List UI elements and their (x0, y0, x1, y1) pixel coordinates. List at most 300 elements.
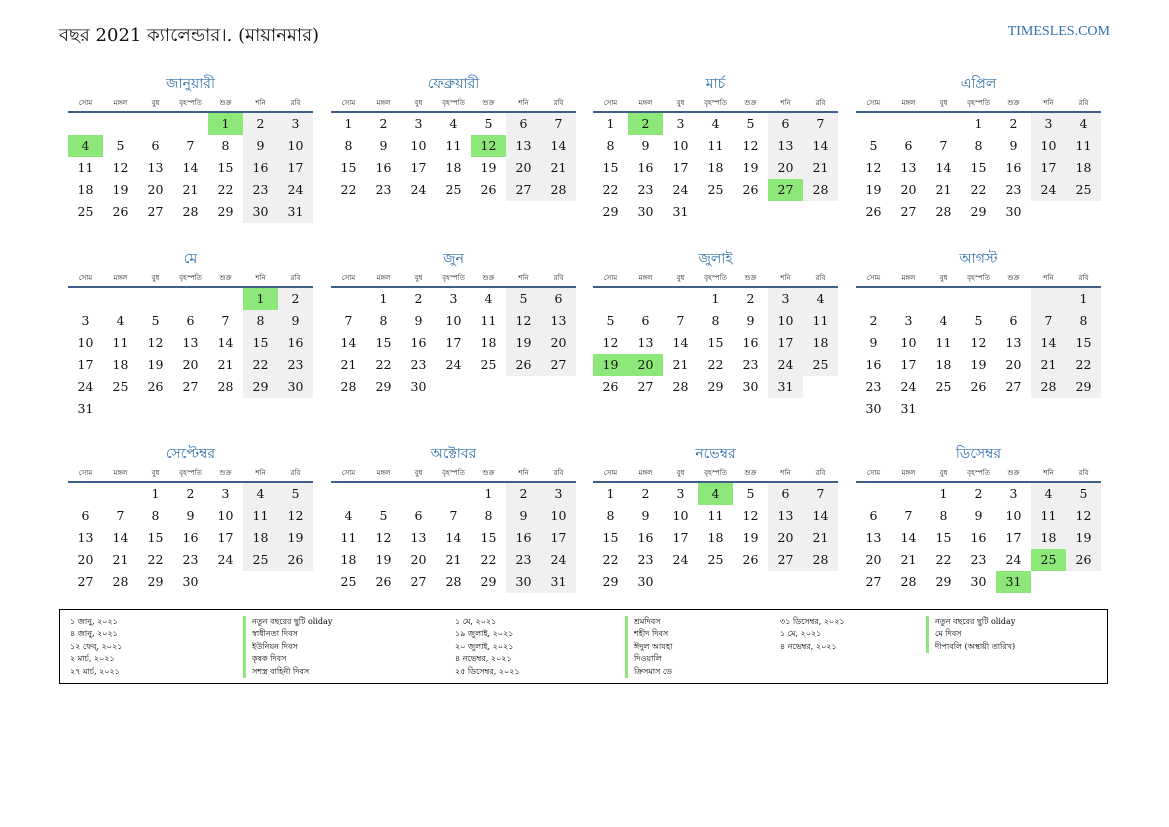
day-cell: 25 (707, 552, 724, 567)
empty-day-cell (663, 288, 698, 310)
day-grid (856, 483, 1101, 593)
day-cell: 13 (768, 135, 803, 157)
empty-day-cell (68, 483, 103, 505)
day-cell: 11 (707, 508, 724, 523)
day-cell: 13 (768, 505, 803, 527)
day-cell: 26 (865, 204, 882, 219)
day-cell: 8 (484, 508, 493, 523)
empty-day-cell (856, 113, 891, 135)
day-cell: 9 (746, 313, 755, 328)
day-cell: 14 (803, 505, 838, 527)
day-cell: 6 (768, 113, 803, 135)
day-cell: 12 (278, 505, 313, 527)
day-cell: 14 (672, 335, 689, 350)
empty-day-cell (103, 288, 138, 310)
day-cell: 29 (970, 204, 987, 219)
weekday-label: বুধ (151, 99, 160, 107)
day-cell: 2 (1009, 116, 1018, 131)
day-cell: 19 (970, 357, 987, 372)
day-cell: 1 (606, 486, 615, 501)
weekday-label: রবি (815, 469, 826, 477)
day-cell: 6 (506, 113, 541, 135)
day-cell: 1 (151, 486, 160, 501)
legend-entry: ১ মে, ২০২১ (780, 629, 822, 639)
day-cell: 5 (1066, 483, 1101, 505)
day-cell: 1 (379, 291, 388, 306)
day-cell: 24 (410, 182, 427, 197)
day-cell: 29 (935, 574, 952, 589)
day-cell: 14 (900, 530, 917, 545)
weekday-label: শনি (1043, 469, 1054, 477)
day-grid (856, 113, 1101, 223)
day-cell: 27 (1005, 379, 1022, 394)
weekday-label: শনি (518, 274, 529, 282)
day-cell: 8 (379, 313, 388, 328)
day-cell: 28 (900, 574, 917, 589)
day-cell: 25 (340, 574, 357, 589)
day-grid (68, 288, 313, 420)
day-cell: 4 (243, 483, 278, 505)
legend-entry: দীপাবলি (অস্থায়ী তারিখ) (926, 641, 1015, 653)
day-cell: 2 (414, 291, 423, 306)
day-cell: 28 (217, 379, 234, 394)
day-cell: 5 (278, 483, 313, 505)
day-cell: 18 (340, 552, 357, 567)
day-cell: 2 (186, 486, 195, 501)
day-cell: 14 (1031, 332, 1066, 354)
day-cell: 22 (243, 354, 278, 376)
day-cell: 27 (77, 574, 94, 589)
weekday-label: রবি (553, 274, 564, 282)
day-cell: 20 (506, 157, 541, 179)
legend-entry: শহীদ দিবস (625, 628, 672, 640)
day-cell: 9 (974, 508, 983, 523)
weekday-label: মঙ্গল (113, 469, 128, 477)
day-cell: 7 (344, 313, 353, 328)
day-cell: 7 (221, 313, 230, 328)
legend-entry: ৪ নভেম্বর, ২০২১ (780, 641, 837, 651)
month-calendar (593, 248, 838, 398)
empty-day-cell (366, 483, 401, 505)
weekday-label: রবি (290, 99, 301, 107)
day-grid (331, 113, 576, 201)
weekday-label: বুধ (414, 99, 423, 107)
weekday-label: মঙ্গল (376, 274, 391, 282)
day-grid (68, 483, 313, 593)
site-link[interactable]: TIMESLES.COM (1007, 24, 1110, 39)
day-cell: 25 (935, 379, 952, 394)
weekday-label: শুক্র (219, 99, 232, 107)
day-cell: 5 (974, 313, 983, 328)
weekday-header (593, 95, 838, 113)
weekday-label: শনি (255, 99, 266, 107)
day-cell: 12 (506, 310, 541, 332)
legend-entry: ঈদুল আযহা (625, 641, 672, 653)
day-cell: 20 (900, 182, 917, 197)
day-cell: 20 (541, 332, 576, 354)
weekday-header (593, 270, 838, 288)
weekday-label: সোম (866, 274, 881, 282)
day-cell: 1 (939, 486, 948, 501)
day-cell: 16 (637, 160, 654, 175)
weekday-label: শুক্র (1007, 274, 1020, 282)
weekday-label: বুধ (676, 274, 685, 282)
day-cell: 25 (77, 204, 94, 219)
empty-day-cell (891, 288, 926, 310)
day-cell: 25 (243, 549, 278, 571)
day-cell: 31 (672, 204, 689, 219)
day-cell: 18 (243, 527, 278, 549)
day-cell: 16 (243, 157, 278, 179)
empty-day-cell (593, 288, 628, 310)
weekday-label: রবি (290, 469, 301, 477)
day-cell: 11 (112, 335, 129, 350)
month-calendar (68, 443, 313, 593)
empty-day-cell (208, 288, 243, 310)
day-cell: 20 (865, 552, 882, 567)
weekday-label: রবি (815, 99, 826, 107)
month-title: জুলাই (698, 251, 733, 267)
day-cell: 30 (278, 376, 313, 398)
day-cell: 4 (116, 313, 125, 328)
month-calendar (331, 248, 576, 398)
day-cell: 11 (445, 138, 462, 153)
legend-entry: ৩১ ডিসেম্বর, ২০২১ (780, 617, 845, 626)
empty-day-cell (698, 201, 733, 223)
day-cell: 11 (803, 310, 838, 332)
weekday-label: রবি (290, 274, 301, 282)
day-cell: 6 (869, 508, 878, 523)
day-cell: 7 (541, 113, 576, 135)
day-cell: 30 (506, 571, 541, 593)
empty-day-cell (891, 483, 926, 505)
day-cell: 22 (970, 182, 987, 197)
weekday-header (856, 270, 1101, 288)
day-cell: 23 (506, 549, 541, 571)
day-cell: 10 (672, 138, 689, 153)
day-cell: 18 (480, 335, 497, 350)
day-cell: 19 (112, 182, 129, 197)
empty-day-cell (103, 483, 138, 505)
empty-day-cell (173, 288, 208, 310)
day-cell: 12 (1066, 505, 1101, 527)
day-cell: 30 (865, 401, 882, 416)
weekday-label: বৃহস্পতি (704, 99, 727, 107)
day-cell: 18 (1031, 527, 1066, 549)
day-cell: 1 (974, 116, 983, 131)
legend-entry: ১ মে, ২০২১ (455, 617, 497, 626)
day-cell: 15 (602, 530, 619, 545)
empty-day-cell (471, 376, 506, 398)
empty-day-cell (733, 201, 768, 223)
empty-day-cell (1031, 398, 1066, 420)
day-cell: 12 (602, 335, 619, 350)
day-cell: 5 (869, 138, 878, 153)
day-cell: 13 (182, 335, 199, 350)
weekday-label: বৃহস্পতি (442, 274, 465, 282)
day-cell: 9 (506, 505, 541, 527)
day-cell: 18 (77, 182, 94, 197)
legend-dates-col-2 (455, 616, 520, 678)
day-cell: 16 (742, 335, 759, 350)
month-title: আগস্ট (959, 251, 998, 267)
day-cell: 10 (900, 335, 917, 350)
day-cell: 12 (970, 335, 987, 350)
day-cell: 2 (506, 483, 541, 505)
day-cell: 10 (768, 310, 803, 332)
weekday-label: শুক্র (482, 469, 495, 477)
legend-names-col-2 (625, 616, 672, 678)
day-cell: 14 (935, 160, 952, 175)
day-cell: 1 (1066, 288, 1101, 310)
weekday-label: সোম (78, 274, 93, 282)
day-cell: 27 (865, 574, 882, 589)
day-cell: 3 (768, 288, 803, 310)
weekday-label: বুধ (939, 99, 948, 107)
weekday-label: বৃহস্পতি (967, 99, 990, 107)
day-cell: 8 (1066, 310, 1101, 332)
empty-day-cell (1066, 201, 1101, 223)
month-calendar (331, 443, 576, 593)
day-cell: 13 (147, 160, 164, 175)
day-cell: 8 (606, 138, 615, 153)
legend-entry: ২০ জুলাই, ২০২১ (455, 641, 514, 651)
empty-day-cell (173, 113, 208, 135)
weekday-label: শনি (518, 469, 529, 477)
weekday-label: বুধ (414, 469, 423, 477)
weekday-label: বুধ (414, 274, 423, 282)
day-cell: 7 (449, 508, 458, 523)
day-cell: 16 (1005, 160, 1022, 175)
weekday-label: শুক্র (482, 274, 495, 282)
day-cell: 2 (243, 113, 278, 135)
day-cell: 17 (672, 530, 689, 545)
day-cell: 24 (217, 552, 234, 567)
day-cell: 22 (217, 182, 234, 197)
day-cell: 20 (628, 354, 663, 376)
empty-day-cell (208, 398, 243, 420)
legend-entry: ২৫ ডিসেম্বর, ২০২১ (455, 666, 520, 676)
weekday-header (331, 465, 576, 483)
day-cell: 25 (445, 182, 462, 197)
day-cell: 24 (672, 182, 689, 197)
day-cell: 7 (1031, 310, 1066, 332)
weekday-label: বুধ (939, 274, 948, 282)
day-cell: 28 (541, 179, 576, 201)
day-cell: 22 (340, 182, 357, 197)
day-cell: 16 (182, 530, 199, 545)
empty-day-cell (138, 398, 173, 420)
day-cell: 9 (278, 310, 313, 332)
day-cell: 8 (711, 313, 720, 328)
empty-day-cell (278, 571, 313, 593)
day-cell: 4 (1031, 483, 1066, 505)
day-cell: 13 (1005, 335, 1022, 350)
day-cell: 5 (746, 486, 755, 501)
weekday-header (856, 95, 1101, 113)
month-title: মার্চ (705, 76, 726, 92)
day-cell: 8 (939, 508, 948, 523)
day-cell: 20 (410, 552, 427, 567)
day-cell: 16 (506, 527, 541, 549)
day-cell: 4 (803, 288, 838, 310)
day-cell: 27 (900, 204, 917, 219)
day-cell: 12 (742, 508, 759, 523)
day-cell: 15 (217, 160, 234, 175)
day-cell: 28 (182, 204, 199, 219)
day-cell: 19 (865, 182, 882, 197)
day-cell: 22 (480, 552, 497, 567)
day-cell: 22 (602, 182, 619, 197)
weekday-label: শুক্র (744, 99, 757, 107)
day-cell: 9 (379, 138, 388, 153)
weekday-label: বৃহস্পতি (704, 469, 727, 477)
day-cell: 8 (974, 138, 983, 153)
day-cell: 25 (803, 354, 838, 376)
empty-day-cell (663, 571, 698, 593)
weekday-label: রবি (815, 274, 826, 282)
legend-entry: ৪ জানু, ২০২১ (70, 629, 118, 639)
day-cell: 8 (151, 508, 160, 523)
day-cell: 20 (768, 157, 803, 179)
day-cell: 30 (410, 379, 427, 394)
day-cell: 17 (410, 160, 427, 175)
empty-day-cell (961, 398, 996, 420)
day-cell: 25 (1066, 179, 1101, 201)
day-cell: 16 (637, 530, 654, 545)
day-cell: 17 (1031, 157, 1066, 179)
weekday-label: সোম (341, 99, 356, 107)
day-cell: 21 (445, 552, 462, 567)
day-cell: 3 (904, 313, 913, 328)
day-cell: 21 (803, 157, 838, 179)
day-cell: 15 (340, 160, 357, 175)
day-cell: 3 (1009, 486, 1018, 501)
day-cell: 6 (151, 138, 160, 153)
weekday-header (331, 270, 576, 288)
day-cell: 28 (935, 204, 952, 219)
day-cell: 12 (375, 530, 392, 545)
weekday-label: শুক্র (744, 469, 757, 477)
legend-entry: ১২ ফেব্, ২০২১ (70, 641, 123, 651)
weekday-label: রবি (1078, 274, 1089, 282)
day-cell: 15 (147, 530, 164, 545)
day-cell: 6 (641, 313, 650, 328)
day-cell: 10 (77, 335, 94, 350)
month-calendar (856, 73, 1101, 223)
day-cell: 17 (768, 332, 803, 354)
month-title: এপ্রিল (960, 76, 997, 92)
weekday-header (593, 465, 838, 483)
day-cell: 21 (803, 527, 838, 549)
day-cell: 19 (147, 357, 164, 372)
day-cell: 13 (410, 530, 427, 545)
weekday-label: শুক্র (744, 274, 757, 282)
day-cell: 23 (865, 379, 882, 394)
day-cell: 19 (742, 160, 759, 175)
day-cell: 27 (768, 179, 803, 201)
day-cell: 15 (375, 335, 392, 350)
day-cell: 14 (803, 135, 838, 157)
day-cell: 9 (641, 138, 650, 153)
month-title: ফেব্রুয়ারী (427, 76, 480, 92)
day-cell: 20 (77, 552, 94, 567)
empty-day-cell (173, 398, 208, 420)
day-grid (593, 113, 838, 223)
day-cell: 28 (672, 379, 689, 394)
day-cell: 16 (970, 530, 987, 545)
month-title: মে (183, 251, 198, 267)
day-cell: 21 (935, 182, 952, 197)
day-cell: 4 (484, 291, 493, 306)
day-cell: 1 (484, 486, 493, 501)
empty-day-cell (243, 571, 278, 593)
day-cell: 23 (243, 179, 278, 201)
day-cell: 4 (711, 116, 720, 131)
day-cell: 27 (410, 574, 427, 589)
empty-day-cell (541, 376, 576, 398)
weekday-header (856, 465, 1101, 483)
day-cell: 31 (541, 571, 576, 593)
day-cell: 11 (243, 505, 278, 527)
day-cell: 17 (217, 530, 234, 545)
day-cell: 21 (340, 357, 357, 372)
day-cell: 30 (182, 574, 199, 589)
day-cell: 1 (344, 116, 353, 131)
weekday-label: শুক্র (1007, 99, 1020, 107)
day-cell: 27 (182, 379, 199, 394)
day-cell: 29 (480, 574, 497, 589)
empty-day-cell (1066, 398, 1101, 420)
day-cell: 26 (742, 552, 759, 567)
month-title: জানুয়ারী (166, 76, 215, 92)
weekday-label: সোম (78, 99, 93, 107)
empty-day-cell (138, 113, 173, 135)
day-cell: 17 (278, 157, 313, 179)
day-cell: 24 (1005, 552, 1022, 567)
empty-day-cell (628, 288, 663, 310)
month-title: নভেম্বর (695, 446, 736, 462)
weekday-label: বৃহস্পতি (442, 469, 465, 477)
day-cell: 31 (900, 401, 917, 416)
day-cell: 19 (506, 332, 541, 354)
weekday-label: শনি (780, 99, 791, 107)
day-cell: 31 (278, 201, 313, 223)
weekday-header (68, 270, 313, 288)
day-cell: 26 (1066, 549, 1101, 571)
weekday-label: বৃহস্পতি (967, 274, 990, 282)
empty-day-cell (506, 376, 541, 398)
day-cell: 13 (506, 135, 541, 157)
day-cell: 7 (904, 508, 913, 523)
weekday-header (331, 95, 576, 113)
day-cell: 15 (602, 160, 619, 175)
day-grid (593, 483, 838, 593)
empty-day-cell (856, 483, 891, 505)
empty-day-cell (436, 483, 471, 505)
day-cell: 22 (1066, 354, 1101, 376)
weekday-label: বৃহস্পতি (704, 274, 727, 282)
day-cell: 30 (243, 201, 278, 223)
empty-day-cell (1031, 288, 1066, 310)
day-cell: 8 (344, 138, 353, 153)
day-cell: 26 (278, 549, 313, 571)
day-cell: 21 (541, 157, 576, 179)
day-cell: 23 (1005, 182, 1022, 197)
day-grid (593, 288, 838, 398)
day-cell: 18 (935, 357, 952, 372)
empty-day-cell (401, 483, 436, 505)
